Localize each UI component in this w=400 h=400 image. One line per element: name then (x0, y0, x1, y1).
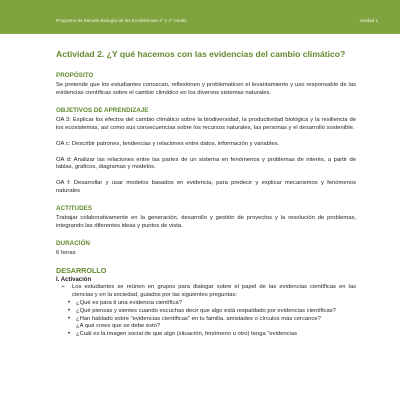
activation-intro: ➢ Los estudiantes se reúnen en grupos para dialogar sobre el papel de las evidencias científicas en las ciencias y en la sociedad, guiados por las siguientes preguntas: (56, 284, 356, 300)
desarrollo-heading: DESARROLLO (56, 265, 107, 275)
objetivos-section (56, 107, 356, 196)
activity-title: Actividad 2. ¿Y qué hacemos con las evidencias del cambio climático? (56, 49, 346, 59)
objetivos-heading: OBJETIVOS DE APRENDIZAJE (56, 106, 149, 114)
duracion-section (56, 240, 356, 258)
proposito-section (56, 72, 356, 98)
document-body (56, 49, 356, 339)
actitudes-text: Trabajar colaborativamente en la generación, desarrollo y gestión de proyectos y la resolución de problemas, integrando las diferentes ideas y puntos de vista. (56, 215, 356, 230)
header-bar (0, 0, 400, 34)
actitudes-section (56, 205, 356, 231)
proposito-heading: PROPÓSITO (56, 72, 94, 79)
question-item: • ¿Han hablado sobre "evidencias científicas" en tu familia, amistades o círculos más cercanos? (56, 316, 356, 324)
question-item: • ¿Qué es para ti una evidencia científica? (56, 300, 356, 308)
duracion-heading: DURACIÓN (56, 239, 90, 247)
activacion-subheading: I. Activación (56, 276, 92, 283)
question-item: • ¿Cuál es la imagen social de que algo (situación, fenómeno u otro) tenga "evidencias (56, 331, 356, 339)
question-item: ¿A qué crees que se debe esto? (76, 323, 161, 330)
program-title: Programa de Estudio Biología de los Ecosistemas 3° y 4° medio (56, 18, 187, 23)
objetivo-item: OA 3: Explicar los efectos del cambio climático sobre la biodiversidad, la productividad biológica y la resiliencia de los ecosistemas, así como sus consecuencias sobre los recursos naturales, las personas y el desarrollo sostenible. (56, 116, 356, 131)
actitudes-heading: ACTITUDES (56, 205, 93, 213)
objetivo-item: OA c: Describir patrones, tendencias y relaciones entre datos, información y variables. (56, 140, 280, 147)
proposito-text: Se pretende que los estudiantes conozcan, reflexionen y problematicen el levantamiento y uso responsable de las evidencias científicas sobre el cambio climático en los diversos sistemas naturales. (56, 82, 356, 96)
duracion-text: 6 horas (56, 249, 76, 256)
objetivo-item: OA f: Desarrollar y usar modelos basados en evidencia, para predecir y explicar mecanismos y fenómenos naturales (56, 180, 356, 195)
question-item: • ¿Qué piensas y sientes cuando escuchas decir que algo está respaldado por evidencias científicas? (56, 308, 356, 316)
desarrollo-section (56, 267, 356, 339)
objetivo-item: OA d: Analizar las relaciones entre las partes de un sistema en fenómenos y problemas de interés, a partir de tablas, gráficos, diagramas y modelos. (56, 156, 356, 171)
activation-list (56, 284, 356, 339)
unit-label: Unidad 1 (359, 18, 378, 23)
